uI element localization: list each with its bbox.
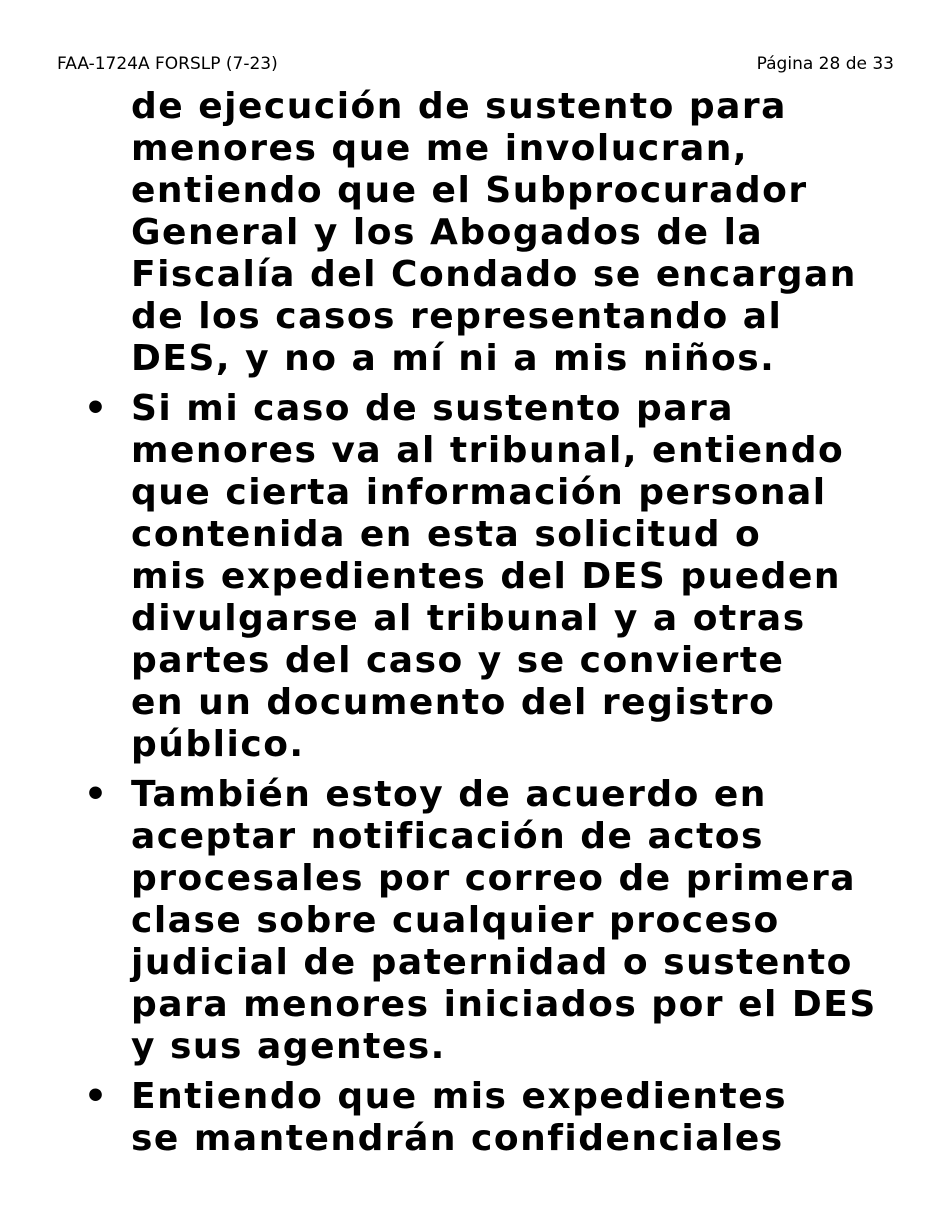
page-header — [57, 52, 894, 76]
page-number: Página 28 de 33 — [756, 54, 894, 74]
text-line: de los casos representando al — [131, 296, 783, 337]
text-line: Si mi caso de sustento para — [131, 388, 735, 429]
text-line: También estoy de acuerdo en — [131, 774, 767, 815]
text-line: General y los Abogados de la — [131, 212, 764, 253]
text-line: judicial de paternidad o sustento — [131, 942, 853, 983]
text-line: mis expedientes del DES pueden — [131, 556, 841, 597]
text-line: Entiendo que mis expedientes — [131, 1076, 788, 1117]
bullet-item-court-disclosure — [0, 388, 950, 766]
text-line: menores va al tribunal, entiendo — [131, 430, 845, 471]
bullet-icon: • — [84, 1076, 109, 1117]
text-line: y sus agentes. — [131, 1026, 446, 1067]
bullet-icon: • — [84, 774, 109, 815]
text-line: se mantendrán confidenciales — [131, 1118, 784, 1159]
bullet-icon: • — [84, 388, 109, 429]
text-line: menores que me involucran, — [131, 128, 749, 169]
continuation-paragraph — [0, 86, 950, 380]
document-body — [0, 86, 950, 1160]
text-line: divulgarse al tribunal y a otras — [131, 598, 806, 639]
text-line: de ejecución de sustento para — [131, 86, 787, 127]
text-line: público. — [131, 724, 305, 765]
bullet-item-service-by-mail — [0, 774, 950, 1068]
text-line: procesales por correo de primera — [131, 858, 857, 899]
text-line: que cierta información personal — [131, 472, 827, 513]
text-line: Fiscalía del Condado se encargan — [131, 254, 857, 295]
text-line: entiendo que el Subprocurador — [131, 170, 808, 211]
text-line: contenida en esta solicitud o — [131, 514, 762, 555]
text-line: en un documento del registro — [131, 682, 776, 723]
text-line: clase sobre cualquier proceso — [131, 900, 780, 941]
text-line: aceptar notificación de actos — [131, 816, 764, 857]
form-id: FAA-1724A FORSLP (7-23) — [57, 54, 278, 74]
bullet-item-confidentiality — [0, 1076, 950, 1160]
text-line: para menores iniciados por el DES — [131, 984, 877, 1025]
text-line: DES, y no a mí ni a mis niños. — [131, 338, 776, 379]
text-line: partes del caso y se convierte — [131, 640, 785, 681]
